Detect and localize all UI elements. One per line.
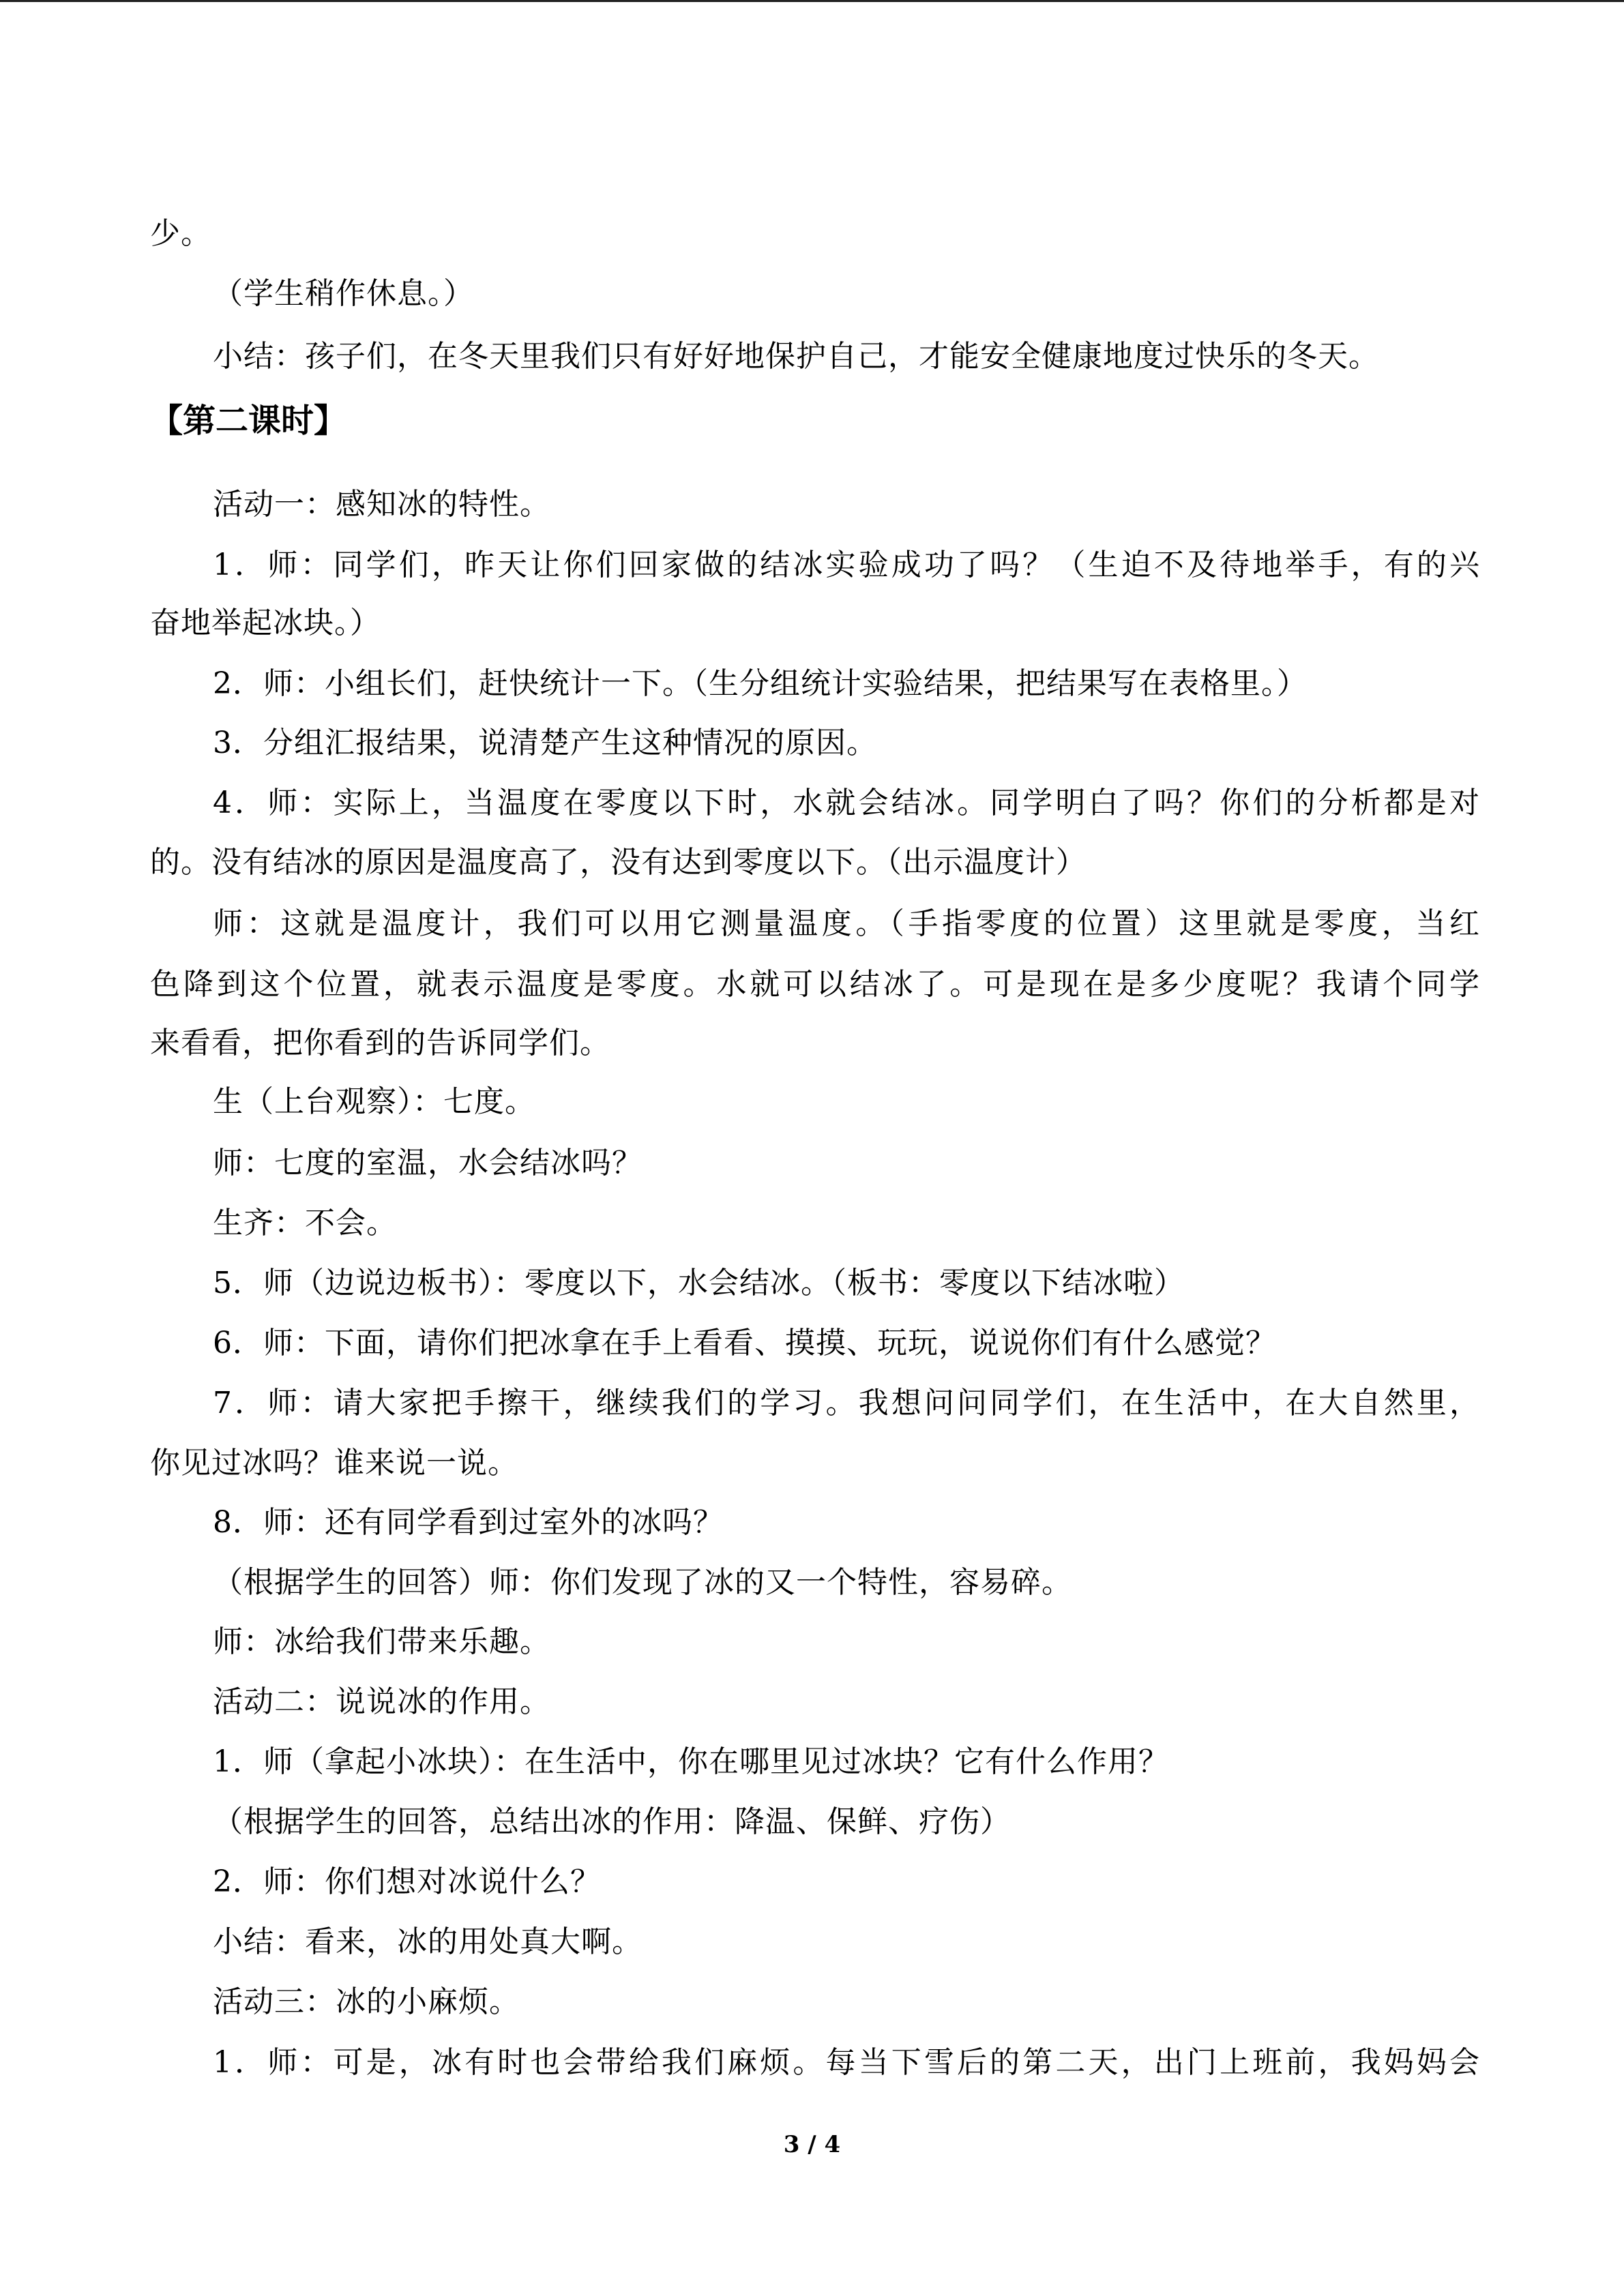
text-line: 来看看，把你看到的告诉同学们。: [150, 1026, 610, 1060]
text-line: 1．师（拿起小冰块）：在生活中，你在哪里见过冰块？它有什么作用？: [213, 1744, 1169, 1779]
text-line: （学生稍作休息。）: [213, 276, 474, 311]
text-line: 少。: [150, 216, 211, 251]
text-line: 1．师：可是，冰有时也会带给我们麻烦。每当下雪后的第二天，出门上班前，我妈妈会: [213, 2045, 1480, 2080]
text-line: 生齐：不会。: [213, 1206, 397, 1240]
text-line: 活动三：冰的小麻烦。: [213, 1984, 520, 2019]
text-line: 你见过冰吗？谁来说一说。: [150, 1446, 518, 1480]
text-line: 生（上台观察）：七度。: [213, 1084, 535, 1119]
text-line: （根据学生的回答）师：你们发现了冰的又一个特性，容易碎。: [213, 1565, 1072, 1600]
text-line: 8．师：还有同学看到过室外的冰吗？: [213, 1505, 724, 1540]
text-line: 3．分组汇报结果，说清楚产生这种情况的原因。: [213, 726, 877, 760]
text-line: 7．师：请大家把手擦干，继续我们的学习。我想问问同学们，在生活中，在大自然里，: [213, 1386, 1480, 1420]
text-line: 师：冰给我们带来乐趣。: [213, 1624, 550, 1659]
text-line: 1．师：同学们，昨天让你们回家做的结冰实验成功了吗？（生迫不及待地举手，有的兴: [213, 548, 1480, 582]
text-line: 5．师（边说边板书）：零度以下，水会结冰。（板书：零度以下结冰啦）: [213, 1266, 1185, 1300]
text-line: 6．师：下面，请你们把冰拿在手上看看、摸摸、玩玩，说说你们有什么感觉？: [213, 1326, 1276, 1360]
text-line: （根据学生的回答，总结出冰的作用：降温、保鲜、疗伤）: [213, 1804, 1011, 1839]
text-line: 活动二：说说冰的作用。: [213, 1684, 550, 1719]
text-line: 活动一：感知冰的特性。: [213, 487, 550, 522]
text-line: 师：七度的室温，水会结冰吗？: [213, 1146, 643, 1180]
section-heading: 【第二课时】: [150, 402, 347, 440]
text-line: 小结：孩子们，在冬天里我们只有好好地保护自己，才能安全健康地度过快乐的冬天。: [213, 339, 1379, 374]
page-number: 3 / 4: [783, 2131, 841, 2158]
text-line: 师：这就是温度计，我们可以用它测量温度。（手指零度的位置）这里就是零度，当红: [213, 906, 1480, 941]
text-line: 色降到这个位置，就表示温度是零度。水就可以结冰了。可是现在是多少度呢？我请个同学: [150, 967, 1480, 1002]
text-line: 的。没有结冰的原因是温度高了，没有达到零度以下。（出示温度计）: [150, 845, 1087, 880]
text-line: 小结：看来，冰的用处真大啊。: [213, 1924, 643, 1959]
text-line: 2．师：你们想对冰说什么？: [213, 1864, 601, 1899]
text-line: 奋地举起冰块。）: [150, 606, 381, 640]
text-line: 4．师：实际上，当温度在零度以下时，水就会结冰。同学明白了吗？你们的分析都是对: [213, 786, 1480, 820]
text-line: 2．师：小组长们，赶快统计一下。（生分组统计实验结果，把结果写在表格里。）: [213, 666, 1308, 701]
